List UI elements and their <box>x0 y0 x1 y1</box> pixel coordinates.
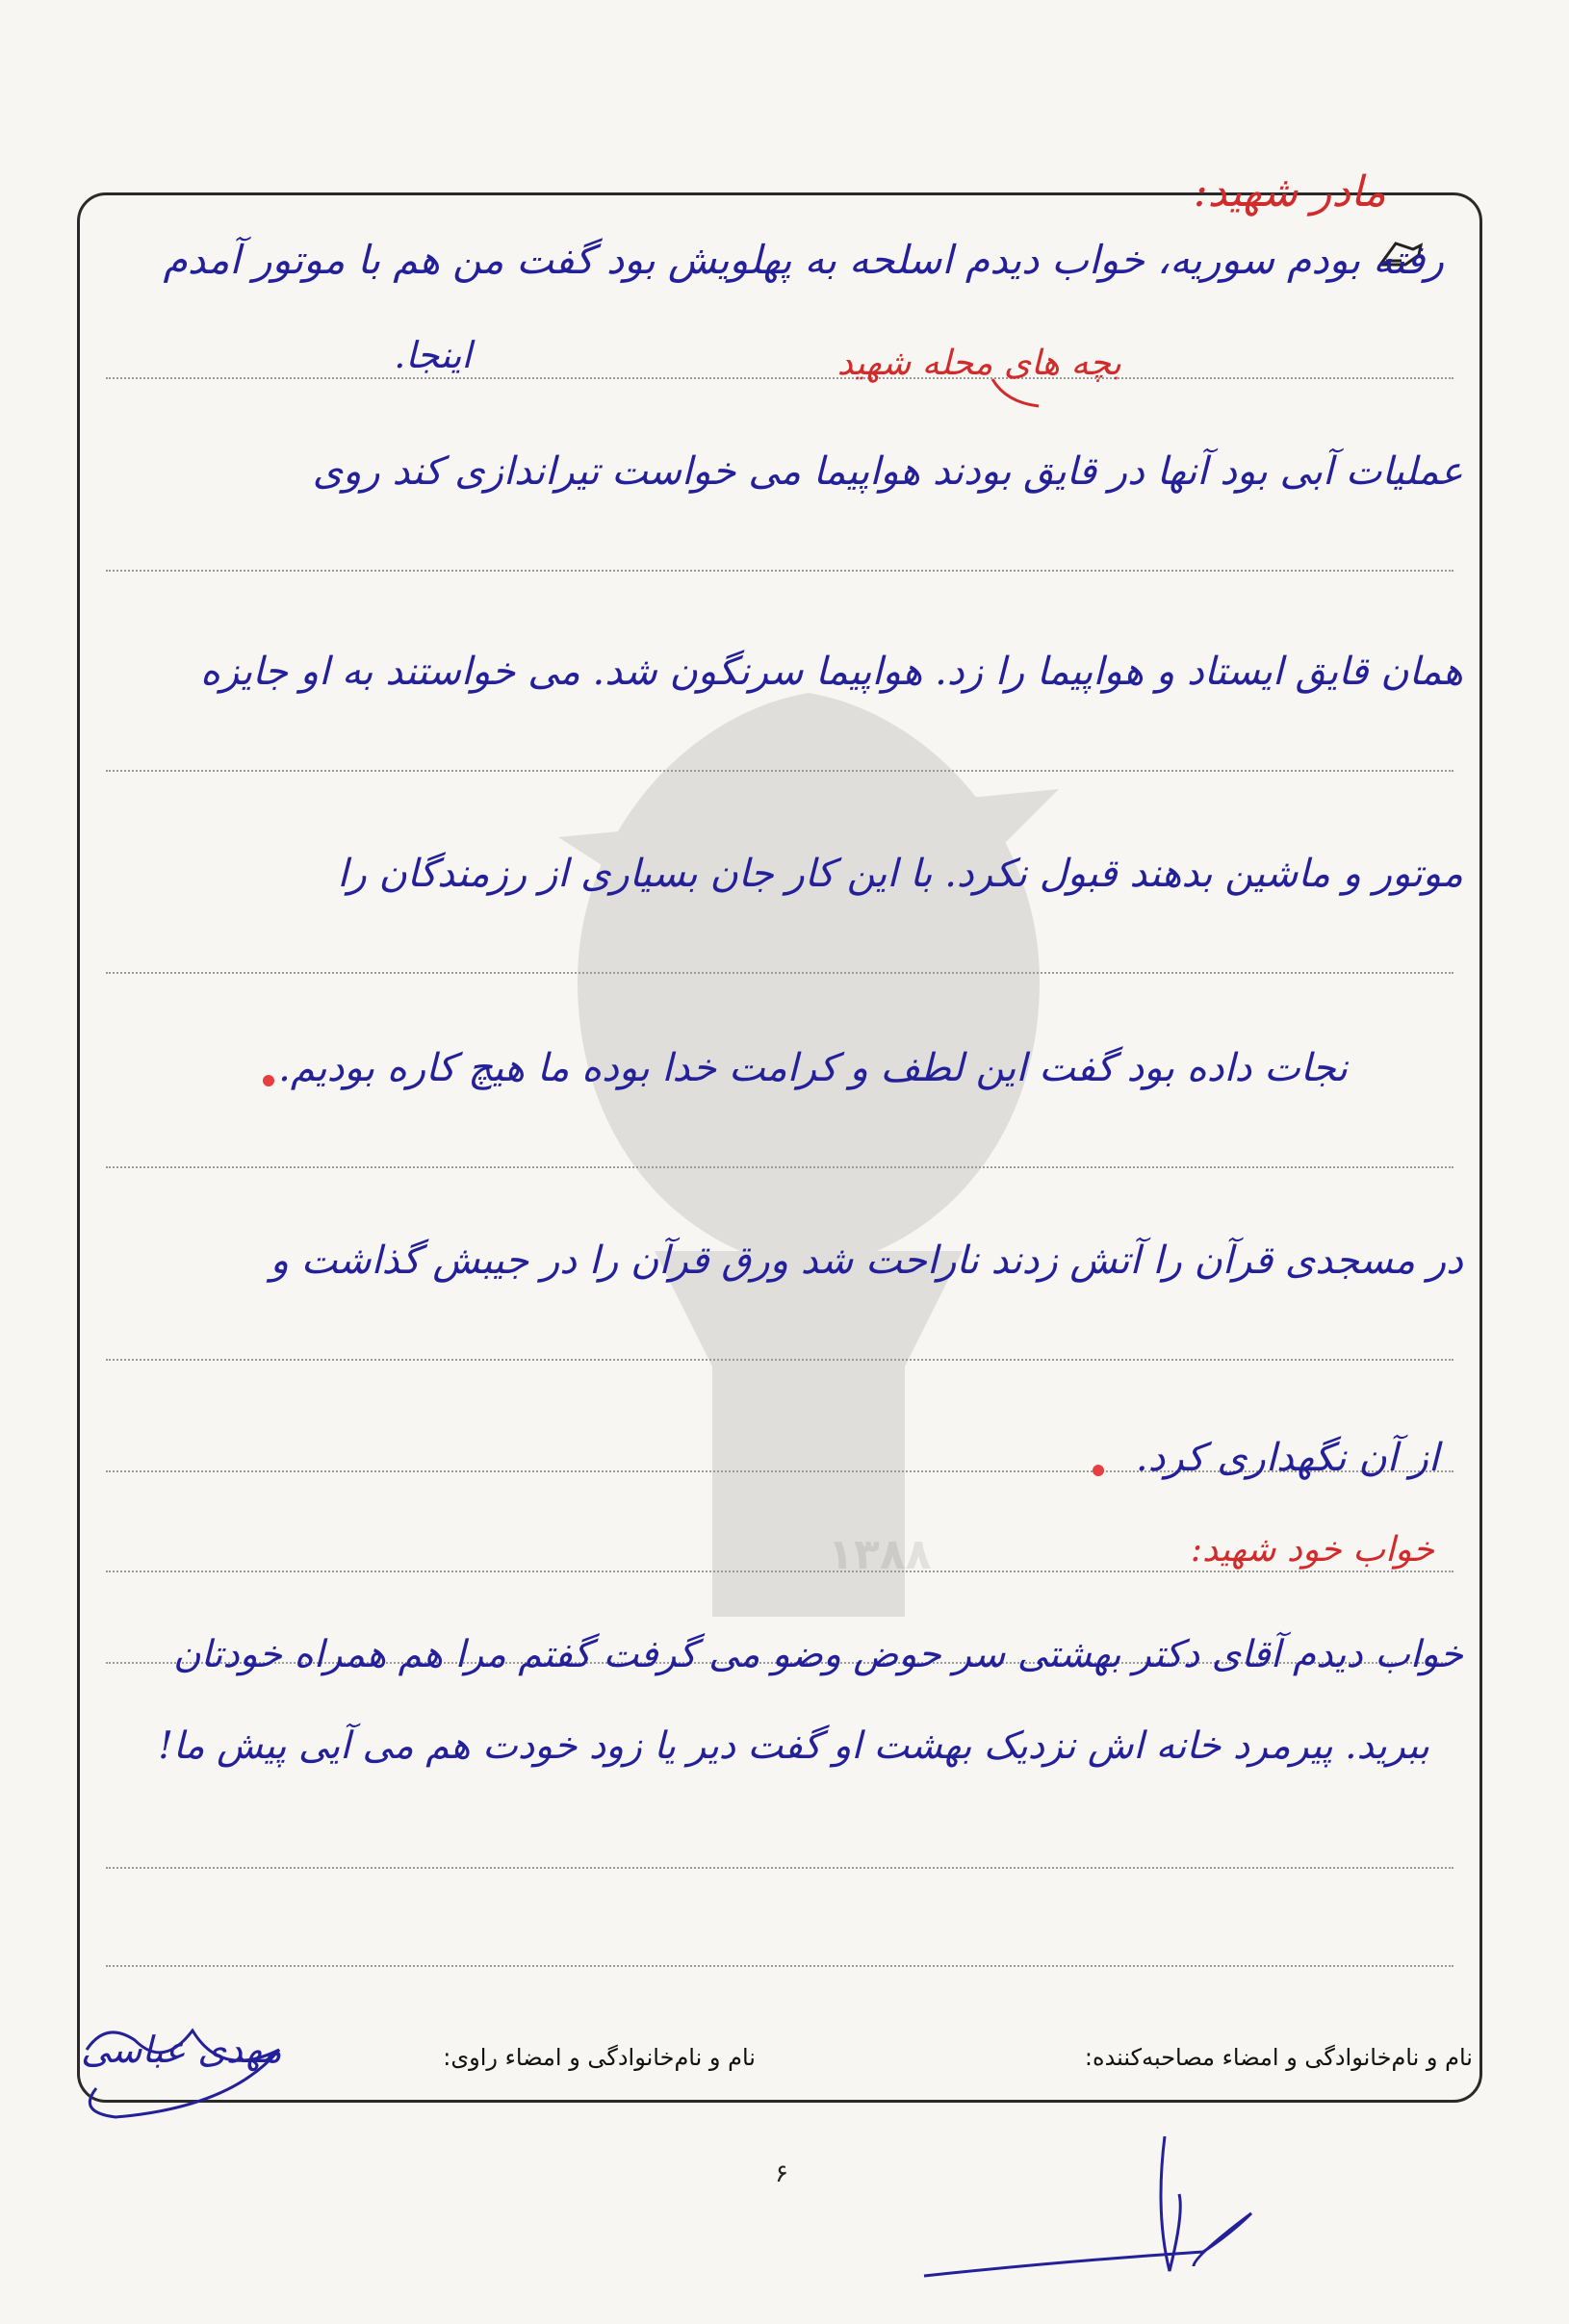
text-line-9: خواب دیدم آقای دکتر بهشتی سر حوض وضو می گرفت گفتم مرا هم همراه خودتان <box>172 1633 1463 1676</box>
red-dot-marker <box>263 1075 274 1086</box>
text-line-10: ببرید. پیرمرد خانه اش نزدیک بهشت او گفت دیر یا زود خودت هم می آیی پیش ما! <box>158 1724 1429 1768</box>
red-underline-mark <box>987 373 1044 412</box>
text-line-5: موتور و ماشین بدهند قبول نکرد. با این کار جان بسیاری از رزمندگان را <box>337 852 1463 896</box>
text-line-6: نجات داده بود گفت این لطف و کرامت خدا بوده ما هیچ کاره بودیم. <box>278 1046 1348 1090</box>
ruled-line <box>106 972 1453 974</box>
narrator-label: نام و نام‌خانوادگی و امضاء راوی: <box>443 2044 756 2071</box>
text-line-4: همان قایق ایستاد و هواپیما را زد. هواپیما سرنگون شد. می خواستند به او جایزه <box>199 650 1463 694</box>
ruled-line <box>106 770 1453 772</box>
ruled-line <box>106 1166 1453 1168</box>
text-line-8: از آن نگهداری کرد. <box>1135 1436 1439 1480</box>
ruled-line <box>106 1359 1453 1361</box>
text-line-2: اینجا. <box>394 334 472 376</box>
interviewer-label: نام و نام‌خانوادگی و امضاء مصاحبه‌کننده: <box>1084 2044 1473 2071</box>
heading-self-dream: خواب خود شهید: <box>1190 1530 1434 1570</box>
narrator-name: مهدی عباسی <box>81 2029 282 2071</box>
page-number: ۶ <box>775 2159 788 2188</box>
heading-mother: مادر شهید: <box>1193 167 1386 217</box>
ruled-line <box>106 570 1453 572</box>
heading-neighborhood: بچه های محله شهید <box>836 344 1121 383</box>
red-dot-marker <box>1093 1465 1104 1476</box>
text-line-1: رفته بودم سوریه، خواب دیدم اسلحه به پهلویش بود گفت من هم با موتور آمدم <box>163 237 1444 283</box>
text-line-7: در مسجدی قرآن را آتش زدند ناراحت شد ورق قرآن را در جیبش گذاشت و <box>270 1239 1463 1283</box>
ruled-line <box>106 1571 1453 1572</box>
ruled-line <box>106 1965 1453 1967</box>
text-line-3: عملیات آبی بود آنها در قایق بودند هواپیما می خواست تیراندازی کند روی <box>312 449 1463 494</box>
ruled-line <box>106 377 1453 379</box>
watermark-year: ۱۳۸۸ <box>828 1530 932 1579</box>
ruled-line <box>106 1867 1453 1869</box>
